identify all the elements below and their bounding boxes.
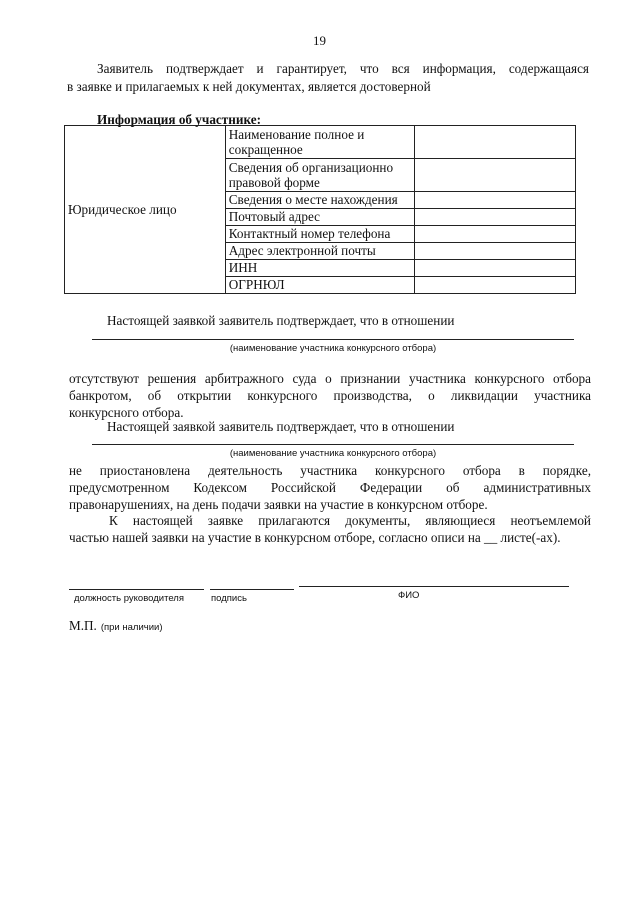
row-value[interactable]	[415, 192, 576, 209]
participant-name-caption-2: (наименование участника конкурсного отбора)	[229, 448, 437, 459]
row-value[interactable]	[415, 126, 576, 159]
row-value[interactable]	[415, 277, 576, 294]
row-value[interactable]	[415, 226, 576, 243]
row-label: Сведения о месте нахождения	[225, 192, 415, 209]
intro-line-2: в заявке и прилагаемых к ней документах, является достоверной	[67, 79, 431, 94]
row-value[interactable]	[415, 159, 576, 192]
confirm1-line-3: конкурсного отбора.	[69, 405, 184, 420]
confirm2-line-2: предусмотренном Кодексом Российской Федерации об административных	[69, 480, 591, 495]
fio-caption: ФИО	[398, 590, 420, 601]
confirm2-line-3: правонарушениях, на день подачи заявки на участие в конкурсном отборе.	[69, 497, 488, 512]
confirm1-line-2: банкротом, об открытии конкурсного производства, о ликвидации участника	[69, 388, 591, 403]
attachments-line-1: К настоящей заявке прилагаются документы, являющиеся неотъемлемой	[109, 513, 591, 528]
row-value[interactable]	[415, 209, 576, 226]
row-label: Контактный номер телефона	[225, 226, 415, 243]
confirm2-line-1: не приостановлена деятельность участника конкурсного отбора в порядке,	[69, 463, 591, 478]
confirm2-lead: Настоящей заявкой заявитель подтверждает, что в отношении	[107, 419, 455, 434]
position-line[interactable]	[69, 589, 204, 590]
participant-name-caption-1: (наименование участника конкурсного отбора)	[229, 343, 437, 354]
row-label: Наименование полное и сокращенное	[225, 126, 415, 159]
stamp-note: (при наличии)	[100, 622, 163, 633]
confirm1-lead: Настоящей заявкой заявитель подтверждает, что в отношении	[107, 313, 455, 328]
confirm1-line-1: отсутствуют решения арбитражного суда о признании участника конкурсного отбора	[69, 371, 591, 386]
page-number: 19	[313, 33, 326, 48]
stamp-placeholder	[69, 617, 163, 635]
info-heading: Информация об участнике:	[97, 112, 261, 127]
row-label: Адрес электронной почты	[225, 243, 415, 260]
row-value[interactable]	[415, 260, 576, 277]
attachments-line-2: частью нашей заявки на участие в конкурсном отборе, согласно описи на __ листе(-ах).	[69, 530, 561, 545]
intro-line-1: Заявитель подтверждает и гарантирует, что вся информация, содержащаяся	[97, 61, 589, 76]
row-label: ОГРНЮЛ	[225, 277, 415, 294]
fio-line[interactable]	[299, 586, 569, 587]
position-caption: должность руководителя	[74, 593, 184, 604]
row-value[interactable]	[415, 243, 576, 260]
entity-type-cell: Юридическое лицо	[65, 126, 226, 294]
signature-line[interactable]	[210, 589, 294, 590]
table-row	[65, 126, 576, 159]
row-label: Сведения об организационно правовой форме	[225, 159, 415, 192]
participant-info-table	[64, 125, 576, 294]
signature-caption: подпись	[211, 593, 247, 604]
participant-name-line-2[interactable]	[92, 444, 574, 445]
stamp-label: М.П.	[69, 618, 97, 633]
participant-name-line-1[interactable]	[92, 339, 574, 340]
row-label: ИНН	[225, 260, 415, 277]
row-label: Почтовый адрес	[225, 209, 415, 226]
